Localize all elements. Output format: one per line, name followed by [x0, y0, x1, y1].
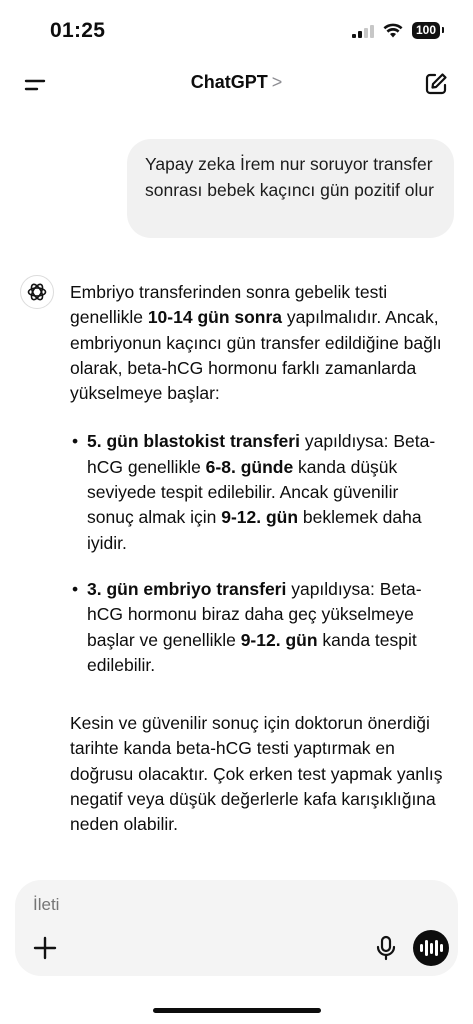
top-nav	[0, 60, 473, 110]
microphone-icon[interactable]	[374, 934, 398, 962]
cellular-signal-icon	[352, 24, 374, 38]
assistant-message	[70, 280, 448, 838]
chevron-right-icon: >	[271, 72, 283, 92]
text-run: kanda düşük seviyede tespit edilebilir. Ancak güvenilir sonuç almak için	[87, 456, 399, 528]
wifi-icon	[383, 23, 403, 38]
assistant-intro-paragraph	[70, 280, 448, 406]
bold-text: 9-12. gün	[240, 629, 318, 650]
bold-text: 6-8. günde	[205, 456, 294, 477]
bold-text: 5. gün blastokist transferi	[87, 431, 300, 452]
user-message-bubble: Yapay zeka İrem nur soruyor transfer sonrası bebek kaçıncı gün pozitif olur	[127, 139, 454, 238]
plus-icon[interactable]	[31, 934, 59, 962]
bold-text: 10-14 gün sonra	[147, 307, 283, 328]
text-run: yapıldıysa: Beta-hCG genellikle	[87, 431, 436, 477]
status-icons	[352, 22, 440, 39]
home-indicator	[153, 1008, 321, 1013]
nav-title: ChatGPT	[190, 72, 268, 92]
battery-icon: 100	[412, 22, 440, 39]
openai-logo-icon	[20, 275, 54, 309]
text-run: kanda tespit edilebilir.	[87, 629, 417, 675]
list-item	[70, 429, 448, 555]
new-chat-icon[interactable]	[423, 71, 449, 97]
assistant-bullet-list	[70, 429, 448, 678]
bold-text: 9-12. gün	[221, 507, 299, 528]
text-run: Embriyo transferinden sonra gebelik testi genellikle	[70, 282, 388, 328]
text-run: yapılmalıdır. Ancak, embriyonun kaçıncı gün transfer edildiğine bağlı olarak, beta-hCG hormonu farklı zamanlarda yükselmeye başlar:	[70, 307, 442, 404]
message-input[interactable]	[33, 895, 333, 915]
voice-mode-icon[interactable]	[413, 930, 449, 966]
assistant-closing-paragraph: Kesin ve güvenilir sonuç için doktorun önerdiği tarihte kanda beta-hCG testi yaptırmak en doğrusu olacaktır. Çok erken test yapmak yanlış negatif veya düşük değerlerle kafa karışıklığına neden olabilir.	[70, 713, 443, 835]
bold-text: 3. gün embriyo transferi	[87, 578, 287, 599]
list-item	[70, 577, 448, 678]
status-time: 01:25	[50, 19, 106, 42]
message-composer	[15, 880, 458, 976]
model-selector[interactable]	[0, 72, 473, 93]
status-bar	[0, 0, 473, 60]
text-run: yapıldıysa: Beta-hCG hormonu biraz daha geç yükselmeye başlar ve genellikle	[87, 578, 422, 650]
text-run: beklemek daha iyidir.	[87, 507, 422, 553]
